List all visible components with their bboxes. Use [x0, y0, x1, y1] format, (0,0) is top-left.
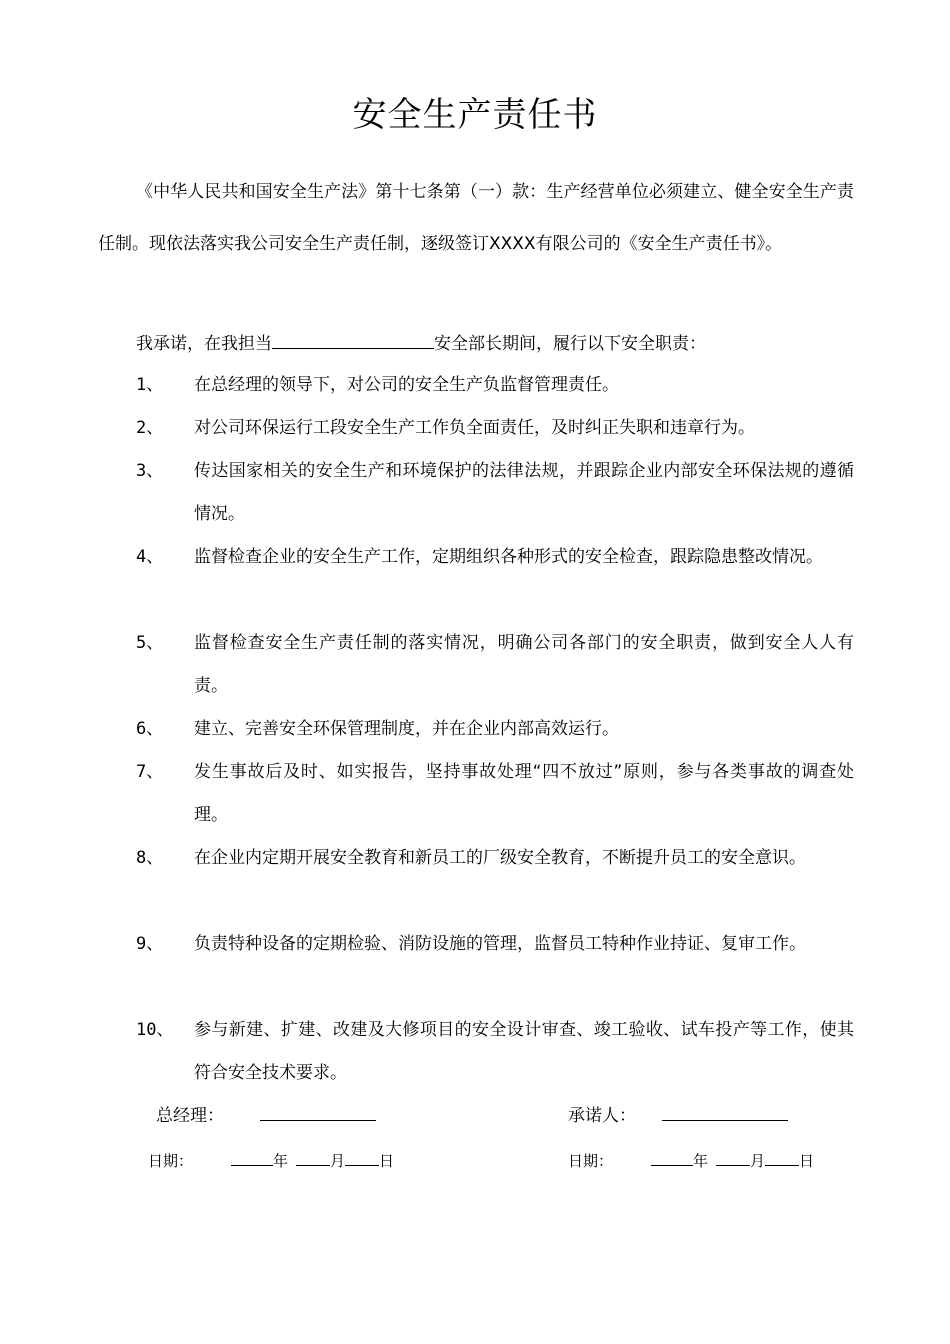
year-label: 年 [693, 1152, 709, 1170]
duty-text: 在总经理的领导下，对公司的安全生产负监督管理责任。 [194, 375, 619, 395]
duty-number: 8、 [136, 848, 164, 868]
intro-paragraph: 《中华人民共和国安全生产法》第十七条第（一）款：生产经营单位必须建立、健全安全生产责任制。现依法落实我公司安全生产责任制，逐级签订XXXX有限公司的《安全生产责任书》。 [98, 182, 854, 254]
pledge-line [136, 326, 856, 359]
duty-text: 负责特种设备的定期检验、消防设施的管理，监督员工特种作业持证、复审工作。 [194, 934, 806, 954]
day-label: 日 [379, 1152, 395, 1170]
pledger-label: 承诺人： [568, 1106, 636, 1126]
manager-signature [156, 1100, 376, 1130]
pledger-date [568, 1145, 814, 1174]
duty-number: 1、 [136, 375, 164, 395]
document-title: 安全生产责任书 [352, 95, 598, 135]
duty-text: 在企业内定期开展安全教育和新员工的厂级安全教育，不断提升员工的安全意识。 [194, 848, 806, 868]
month-blank [296, 1145, 330, 1166]
pledger-signature-line [662, 1100, 788, 1121]
manager-date [148, 1145, 394, 1174]
pledge-prefix: 我承诺，在我担当 [136, 334, 272, 354]
duty-number: 4、 [136, 547, 164, 567]
pledge-suffix: 安全部长期间，履行以下安全职责： [434, 334, 706, 354]
month-label: 月 [330, 1152, 346, 1170]
duty-number: 6、 [136, 719, 164, 739]
position-blank [272, 326, 434, 349]
date-label: 日期： [568, 1152, 614, 1170]
duty-text: 传达国家相关的安全生产和环境保护的法律法规，并跟踪企业内部安全环保法规的遵循情况。 [194, 461, 854, 524]
month-label: 月 [750, 1152, 766, 1170]
duty-text: 发生事故后及时、如实报告，坚持事故处理“四不放过”原则，参与各类事故的调查处理。 [194, 762, 854, 825]
pledger-signature [568, 1100, 788, 1130]
year-blank [231, 1145, 273, 1166]
duty-number: 7、 [136, 762, 164, 782]
month-blank [716, 1145, 750, 1166]
duty-number: 9、 [136, 934, 164, 954]
duty-number: 5、 [136, 633, 164, 653]
date-label: 日期： [148, 1152, 194, 1170]
day-blank [345, 1145, 379, 1166]
year-blank [651, 1145, 693, 1166]
duty-number: 3、 [136, 461, 164, 481]
duty-text: 对公司环保运行工段安全生产工作负全面责任，及时纠正失职和违章行为。 [194, 418, 755, 438]
day-blank [765, 1145, 799, 1166]
year-label: 年 [273, 1152, 289, 1170]
duty-text: 参与新建、扩建、改建及大修项目的安全设计审查、竣工验收、试车投产等工作，使其符合安全技术要求。 [194, 1020, 854, 1083]
manager-label: 总经理： [156, 1106, 224, 1126]
manager-signature-line [260, 1100, 376, 1121]
duty-text: 建立、完善安全环保管理制度，并在企业内部高效运行。 [194, 719, 619, 739]
duty-text: 监督检查安全生产责任制的落实情况，明确公司各部门的安全职责，做到安全人人有责。 [194, 633, 854, 696]
day-label: 日 [799, 1152, 815, 1170]
duty-text: 监督检查企业的安全生产工作，定期组织各种形式的安全检查，跟踪隐患整改情况。 [194, 547, 823, 567]
duty-number: 10、 [136, 1020, 174, 1040]
duty-number: 2、 [136, 418, 164, 438]
